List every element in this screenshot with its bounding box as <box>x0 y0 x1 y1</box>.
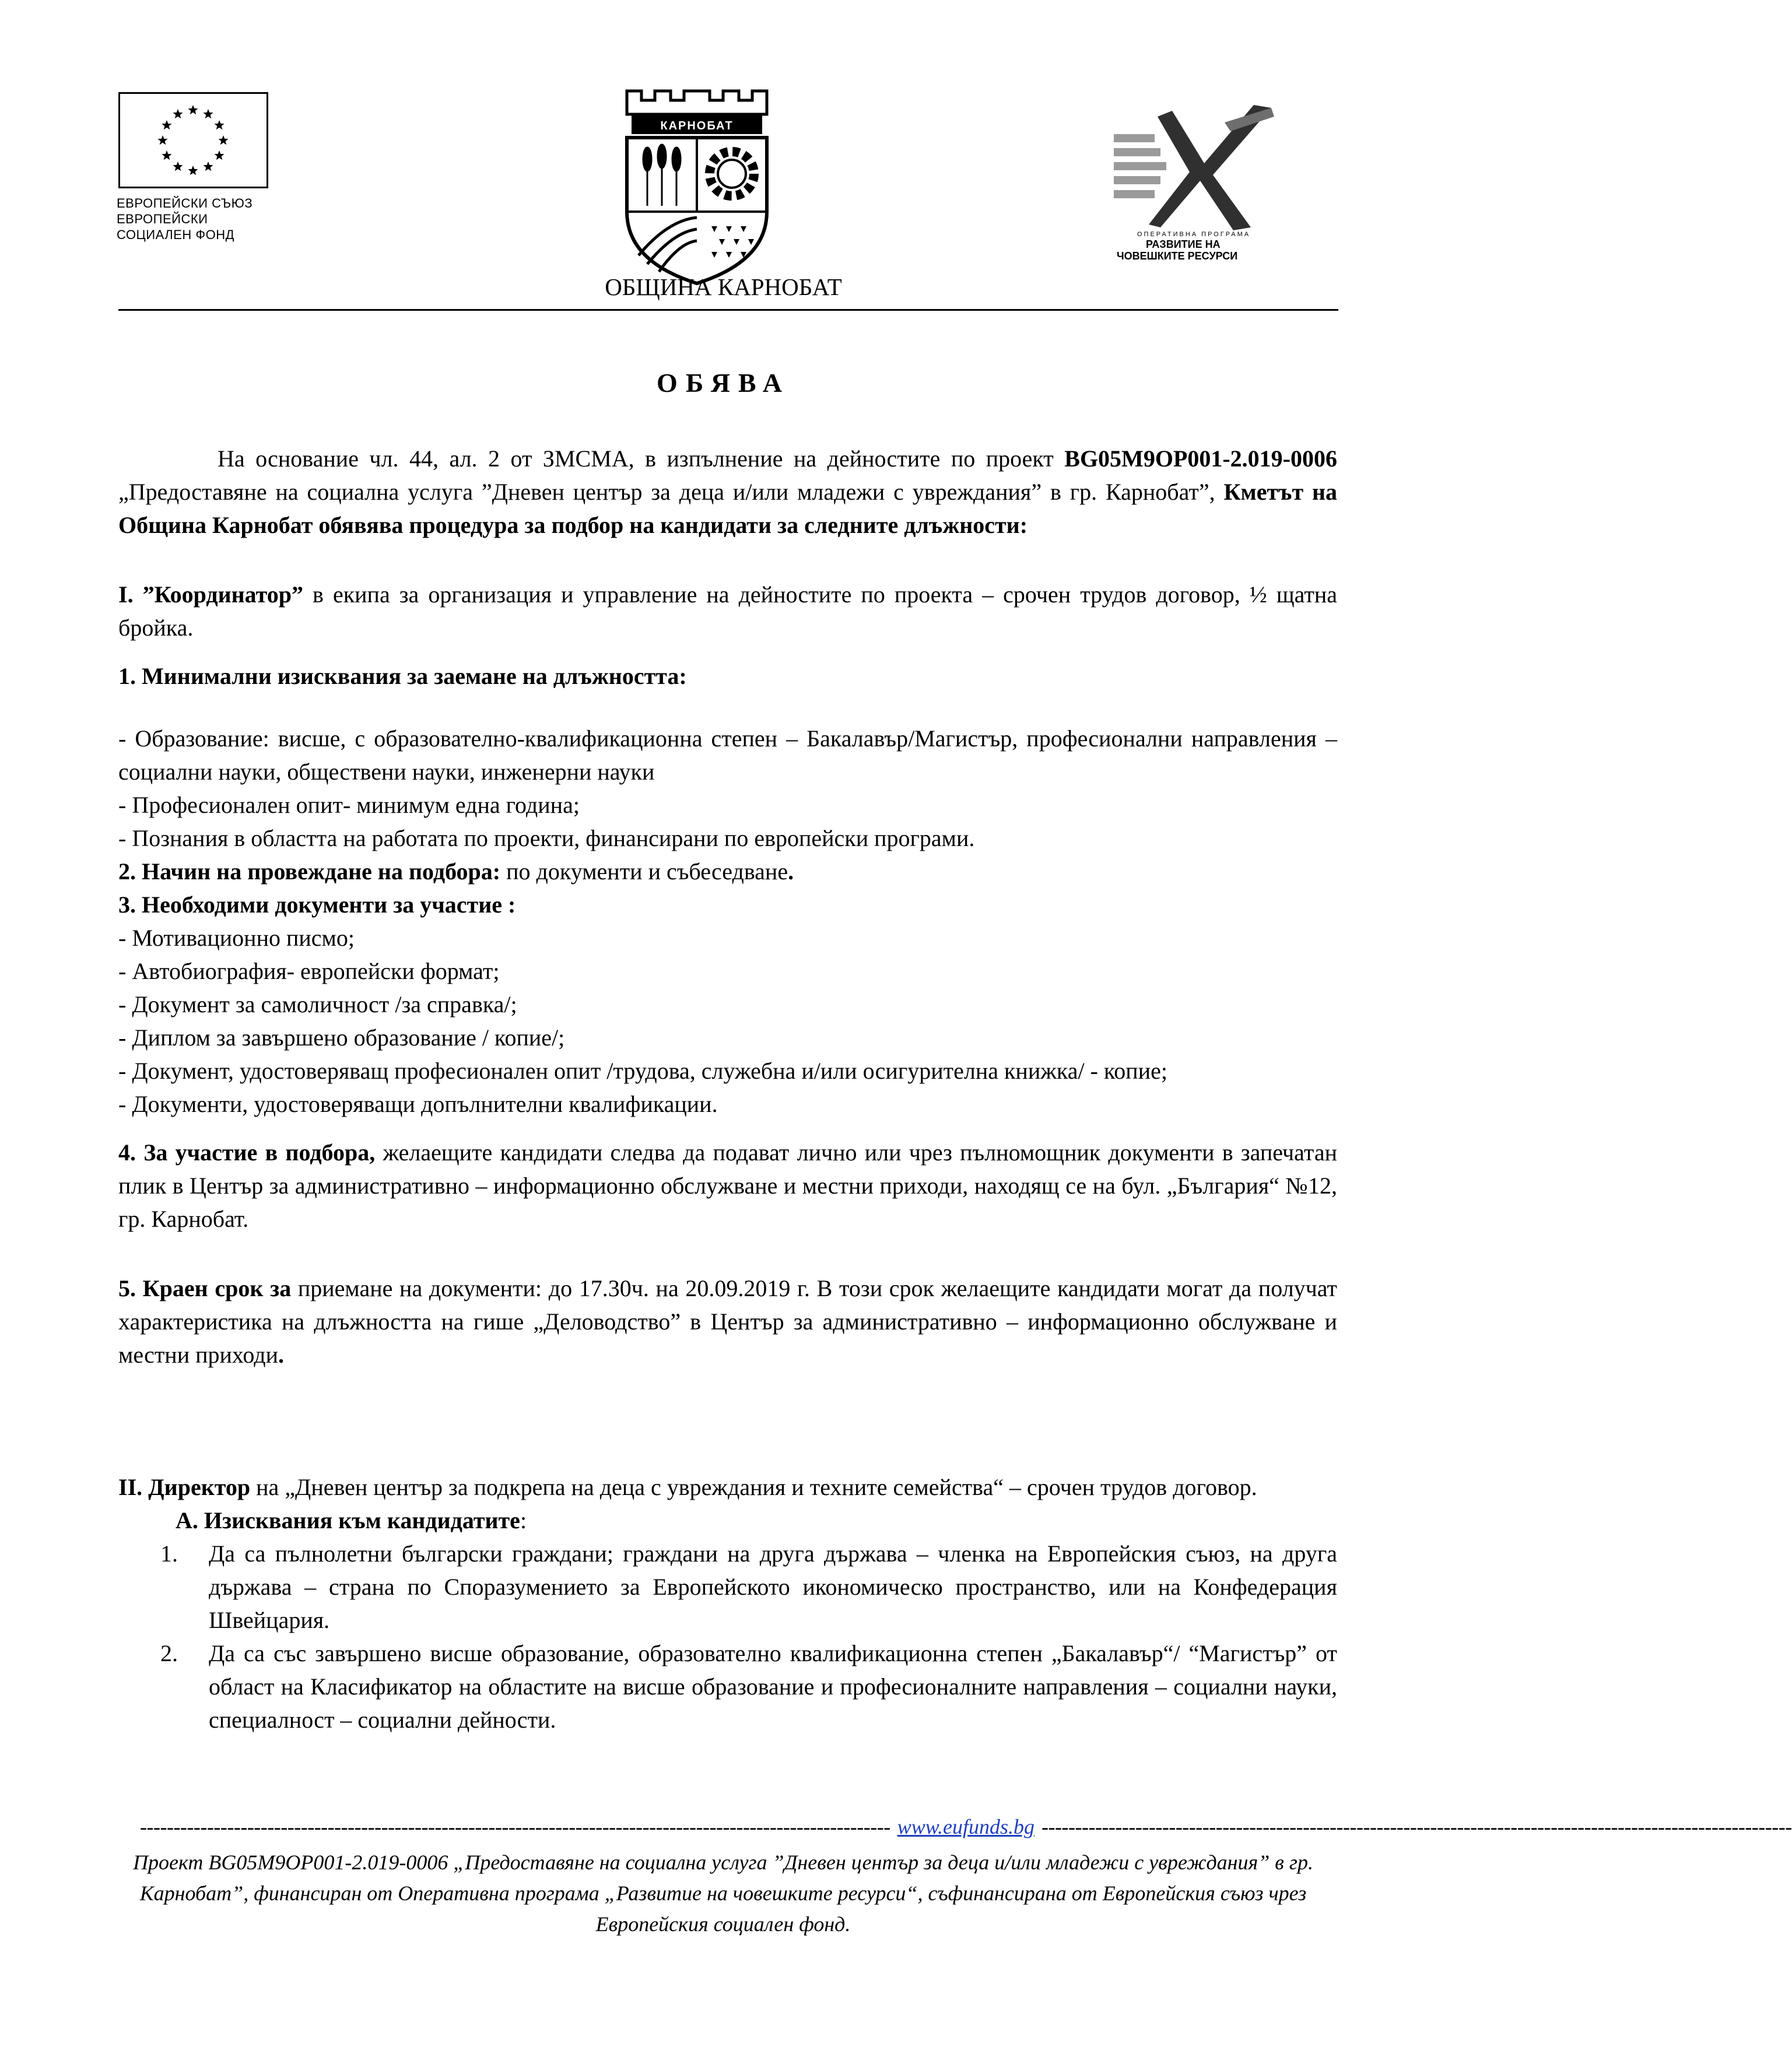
requirement-knowledge: - Познания в областта на работата по проекти, финансирани по европейски програми. <box>118 825 975 851</box>
eu-star-icon <box>218 135 228 145</box>
participation-label: 4. За участие в подбора, <box>118 1139 376 1166</box>
section1-heading <box>118 578 1337 644</box>
eu-star-icon <box>162 120 171 129</box>
deadline-text: приемане на документи: до 17.30ч. на 20.09.2019 г. В този срок желаещите кандидати могат да получат характеристика на длъжността на гише „Деловодство” в Център за административно – информационно обслужване и местни приходи <box>118 1275 1337 1368</box>
intro-text: На основание чл. 44, ал. 2 от ЗМСМА, в изпълнение на дейностите по проект <box>218 445 1065 472</box>
document-body <box>118 442 1337 1736</box>
svg-text:ОПЕРАТИВНА ПРОГРАМА: ОПЕРАТИВНА ПРОГРАМА <box>1137 231 1251 238</box>
list-item: - Документ, удостоверяващ професионален опит /трудова, служебна и/или осигурителна книжка/ - копие; <box>118 1058 1167 1084</box>
selection-method-label: 2. Начин на провеждане на подбора: <box>118 858 501 885</box>
selection-method-text: по документи и събеседване <box>500 858 788 885</box>
docs-heading-label: 3. Необходими документи за участие : <box>118 892 516 918</box>
position-title: II. Директор <box>118 1474 251 1500</box>
position-description: в екипа за организация и управление на дейностите по проекта – срочен трудов договор, ½ щатна бройка. <box>118 581 1337 641</box>
svg-text:РАЗВИТИЕ НА: РАЗВИТИЕ НА <box>1146 238 1221 250</box>
project-code: BG05M9OP001-2.019-0006 <box>1064 445 1337 472</box>
eu-star-icon <box>162 150 171 160</box>
min-requirements-heading <box>118 659 1337 693</box>
list-item <box>118 1537 1337 1637</box>
deadline-dot: . <box>278 1342 285 1368</box>
list-item: - Мотивационно писмо; <box>118 925 355 951</box>
requirements-subheading-colon: : <box>520 1507 527 1533</box>
docs-heading <box>118 888 1337 921</box>
eu-star-icon <box>188 105 198 114</box>
requirement-education: - Образование: висше, с образователно-квалификационна степен – Бакалавър/Магистър, професионални направления – социални науки, обществени науки, инженерни науки <box>118 725 1337 785</box>
municipality-name: ОБЩИНА КАРНОБАТ <box>605 273 842 300</box>
selection-method-dot: . <box>788 858 794 885</box>
karnobat-coat-of-arms-icon <box>615 86 778 287</box>
footer-dashes: ---------------------------------------------------------------------------------------------------------------- <box>1041 1815 1792 1838</box>
footer-dashes: ---------------------------------------------------------------------------------------------------------------- <box>140 1815 890 1838</box>
eu-star-icon <box>173 162 183 171</box>
eufunds-link[interactable]: www.eufunds.bg <box>897 1815 1035 1838</box>
list-item: - Диплом за завършено образование / копие/; <box>118 1024 565 1051</box>
svg-text:ЧОВЕШКИТЕ РЕСУРСИ: ЧОВЕШКИТЕ РЕСУРСИ <box>1117 250 1238 262</box>
svg-text:КАРНОБАТ: КАРНОБАТ <box>660 120 734 132</box>
eu-caption-line: ЕВРОПЕЙСКИ СЪЮЗ <box>117 196 253 210</box>
eu-caption <box>117 195 303 243</box>
footer-url-line <box>140 1815 1792 1839</box>
intro-text: „Предоставяне на социална услуга ”Дневен център за деца и/или младежи с увреждания” в гр. Карнобат”, <box>118 479 1224 505</box>
eu-star-icon <box>157 135 167 145</box>
requirements-list <box>118 1537 1337 1736</box>
eu-star-icon <box>188 166 198 175</box>
list-item: - Документ за самоличност /за справка/; <box>118 991 517 1017</box>
requirements-subheading-label: А. Изисквания към кандидатите <box>176 1507 520 1533</box>
deadline-label: 5. Краен срок за <box>118 1275 292 1301</box>
list-item-number: 2. <box>160 1640 178 1666</box>
list-item-text: Да са със завършено висше образование, образователно квалификационна степен „Бакалавър“/ “Магистър” от област на Класификатор на областите на висше образование и професионалните направления – социални науки, специалност – социални дейности. <box>209 1640 1337 1733</box>
list-item: - Автобиография- европейски формат; <box>118 958 500 984</box>
footer-text-quote: ” <box>232 1882 244 1905</box>
intro-paragraph <box>118 442 1337 542</box>
position-title: I. ”Координатор” <box>118 581 303 608</box>
selection-method <box>118 855 1337 888</box>
eu-star-icon <box>214 150 224 160</box>
header-divider <box>118 309 1338 311</box>
eu-caption-line: ЕВРОПЕЙСКИ <box>117 212 208 226</box>
participation-paragraph <box>118 1136 1337 1236</box>
footer-text: Проект BG05M9OP001-2.019-0006 „Предоставяне на социална услуга ”Дневен център за деца и/или младежи с увреждания” в гр. Карнобат <box>133 1851 1313 1905</box>
op-hrd-logo-icon <box>1102 99 1289 262</box>
eu-stars-icon <box>120 94 266 187</box>
section2-heading <box>118 1471 1337 1504</box>
list-item <box>118 1637 1337 1736</box>
footer-project-text <box>122 1847 1324 1940</box>
deadline-paragraph <box>118 1272 1337 1371</box>
announce-text: Кметът на Община Карнобат обявява процедура за подбор на кандидати за следните длъжности: <box>118 479 1338 538</box>
footer-text: , финансиран от Оперативна програма „Развитие на човешките ресурси“, съфинансирана от Европейския съюз чрез Европейския социален фонд. <box>243 1882 1307 1936</box>
participation-text: желаещите кандидати следва да подават лично или чрез пълномощник документи в запечатан плик в Център за административно – информационно обслужване и местни приходи, находящ се на бул. „България“ №12, гр. Карнобат. <box>118 1139 1337 1232</box>
requirements-subheading <box>118 1504 1337 1537</box>
min-requirements-label: 1. Минимални изисквания за заемане на длъжността: <box>118 663 687 689</box>
eu-flag-logo <box>118 92 268 188</box>
requirement-experience: - Професионален опит- минимум една година; <box>118 792 580 818</box>
list-item: - Документи, удостоверяващи допълнителни квалификации. <box>118 1091 718 1117</box>
eu-star-icon <box>203 162 213 171</box>
eu-star-icon <box>203 109 213 118</box>
position-description: на „Дневен център за подкрепа на деца с увреждания и техните семейства“ – срочен трудов договор. <box>250 1474 1257 1500</box>
eu-star-icon <box>173 109 183 118</box>
document-title: ОБЯВА <box>657 368 790 398</box>
list-item-text: Да са пълнолетни български граждани; граждани на друга държава – членка на Европейския съюз, на друга държава – страна по Споразумението за Европейското икономическо пространство, или на Конфедерация Швейцария. <box>209 1540 1337 1633</box>
list-item-number: 1. <box>160 1540 178 1567</box>
eu-star-icon <box>214 120 224 129</box>
eu-caption-line: СОЦИАЛЕН ФОНД <box>117 227 234 242</box>
